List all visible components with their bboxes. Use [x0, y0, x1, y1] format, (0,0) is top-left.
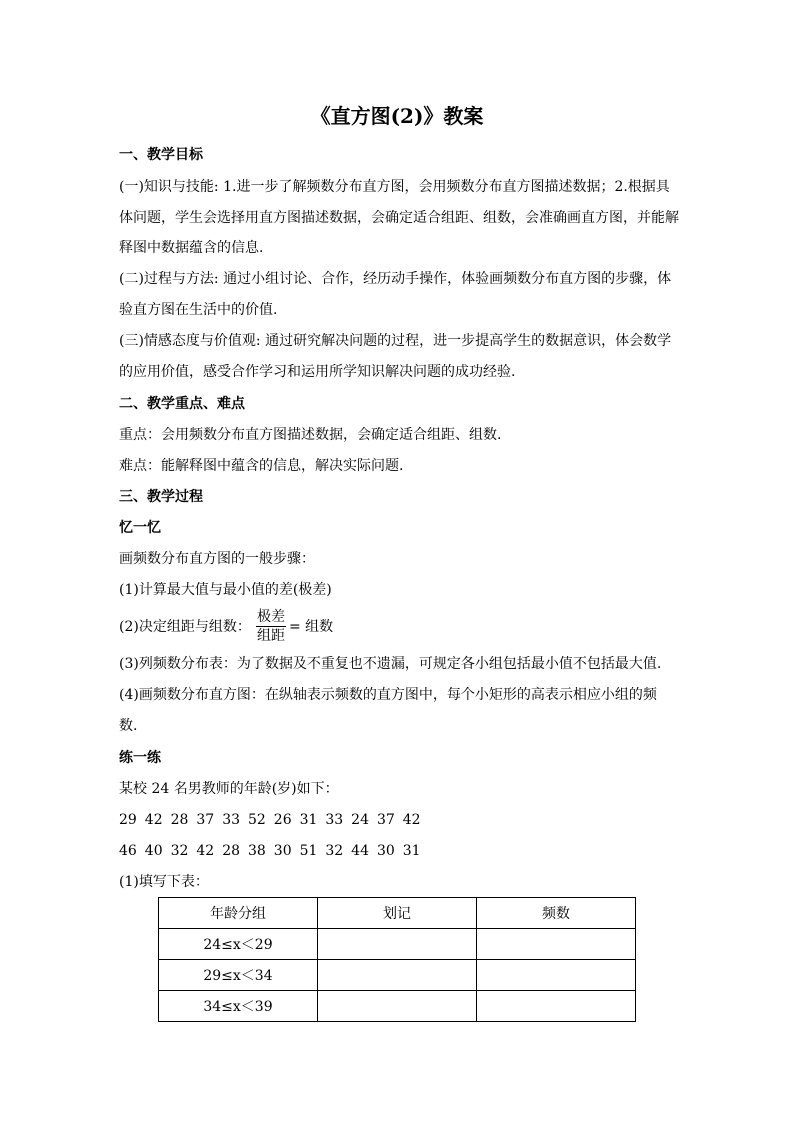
objective-knowledge-line-1: (一)知识与技能: 1.进一步了解频数分布直方图，会用频数分布直方图描述数据；2.根据具: [119, 179, 670, 195]
column-header-frequency: 频数: [477, 898, 636, 929]
table-row: [159, 991, 636, 1022]
age-group-cell: 24≤x＜29: [159, 929, 318, 960]
objective-knowledge-line-2: 体问题，学生会选择用直方图描述数据，会确定适合组距、组数，会准确画直方图，并能解: [119, 210, 679, 226]
table-header-row: [159, 898, 636, 929]
age-value: 37: [376, 812, 395, 828]
tally-cell[interactable]: [318, 960, 477, 991]
age-value: 32: [325, 843, 344, 859]
age-value: 44: [351, 843, 369, 859]
age-value: 46: [119, 843, 137, 859]
age-value: 30: [376, 843, 395, 859]
objective-process-line-1: (二)过程与方法: 通过小组讨论、合作，经历动手操作，体验画频数分布直方图的步骤，体: [119, 271, 672, 287]
tally-cell[interactable]: [318, 991, 477, 1022]
age-value: 38: [247, 843, 266, 859]
frequency-table: [158, 897, 636, 1022]
fraction: [256, 608, 286, 645]
ages-row-1: [119, 810, 429, 830]
age-value: 42: [144, 812, 163, 828]
recall-heading: 忆一忆: [119, 520, 161, 536]
objective-attitude-line-1: (三)情感态度与价值观: 通过研究解决问题的过程，进一步提高学生的数据意识，体会数学: [119, 333, 672, 349]
age-value: 52: [247, 812, 266, 828]
column-header-tally: 划记: [318, 898, 477, 929]
tally-cell[interactable]: [318, 929, 477, 960]
age-value: 42: [402, 812, 421, 828]
step-3: (3)列频数分布表：为了数据及不重复也不遗漏，可规定各小组包括最小值不包括最大值.: [119, 656, 662, 672]
objective-attitude-line-2: 的应用价值，感受合作学习和运用所学知识解决问题的成功经验.: [119, 364, 516, 380]
objective-process-line-2: 验直方图在生活中的价值.: [119, 302, 278, 318]
objective-knowledge-line-3: 释图中数据蕴含的信息.: [119, 240, 264, 256]
age-value: 42: [196, 843, 215, 859]
task-1: (1)填写下表：: [119, 874, 209, 890]
age-value: 51: [299, 843, 318, 859]
step-4-line-2: 数.: [119, 718, 138, 734]
fraction-denominator: 组距: [257, 628, 285, 644]
age-value: 26: [273, 812, 292, 828]
age-value: 31: [299, 812, 318, 828]
age-value: 28: [222, 843, 241, 859]
frequency-cell[interactable]: [477, 960, 636, 991]
table-row: [159, 929, 636, 960]
age-value: 29: [119, 812, 137, 828]
ages-row-2: [119, 841, 429, 861]
age-value: 33: [325, 812, 344, 828]
step-1: (1)计算最大值与最小值的差(极差): [119, 582, 332, 598]
section-heading-key-points: 二、教学重点、难点: [119, 396, 245, 412]
frequency-cell[interactable]: [477, 991, 636, 1022]
age-value: 28: [170, 812, 189, 828]
age-group-cell: 29≤x＜34: [159, 960, 318, 991]
age-group-cell: 34≤x＜39: [159, 991, 318, 1022]
age-value: 33: [222, 812, 241, 828]
frequency-cell[interactable]: [477, 929, 636, 960]
page-title: 《直方图(2)》教案: [310, 104, 484, 128]
fraction-numerator: 极差: [257, 609, 285, 625]
key-point-text: 重点：会用频数分布直方图描述数据，会确定适合组距、组数.: [119, 427, 502, 443]
age-value: 32: [170, 843, 189, 859]
column-header-age-group: 年龄分组: [159, 898, 318, 929]
age-value: 30: [273, 843, 292, 859]
difficulty-text: 难点：能解释图中蕴含的信息，解决实际问题.: [119, 458, 404, 474]
step-2-suffix: = 组数: [289, 619, 334, 635]
table-row: [159, 960, 636, 991]
step-4-line-1: (4)画频数分布直方图：在纵轴表示频数的直方图中，每个小矩形的高表示相应小组的频: [119, 687, 657, 703]
age-value: 37: [196, 812, 215, 828]
practice-intro: 某校 24 名男教师的年龄(岁)如下：: [119, 781, 339, 797]
age-value: 31: [402, 843, 421, 859]
practice-heading: 练一练: [119, 750, 161, 766]
section-heading-process: 三、教学过程: [119, 489, 203, 505]
age-value: 40: [144, 843, 163, 859]
step-2-prefix: (2)决定组距与组数：: [119, 619, 251, 635]
section-heading-objectives: 一、教学目标: [119, 147, 203, 163]
steps-intro: 画频数分布直方图的一般步骤：: [119, 551, 315, 567]
age-value: 24: [351, 812, 369, 828]
